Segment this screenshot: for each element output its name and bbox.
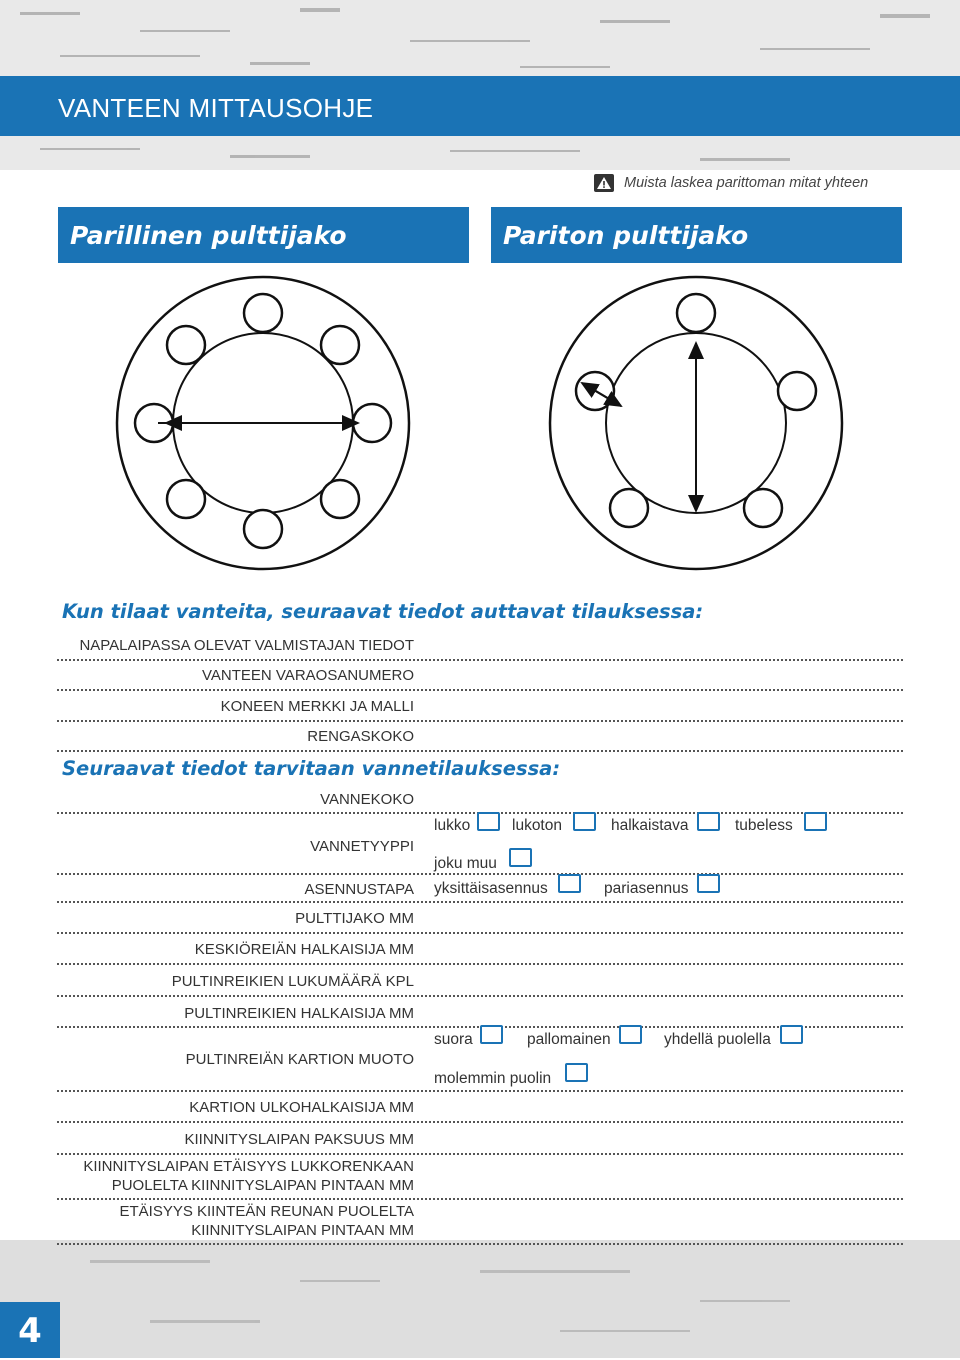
row-label-paksuus: KIINNITYSLAIPAN PAKSUUS MM: [184, 1131, 414, 1148]
row-label: RENGASKOKO: [307, 728, 414, 745]
row-label-etaisyys1-line2: PUOLELTA KIINNITYSLAIPAN PINTAAN MM: [111, 1177, 414, 1194]
row-label-lukumaara: PULTINREIKIEN LUKUMÄÄRÄ KPL: [171, 973, 414, 990]
option-yksittaisasennus: yksittäisasennus: [434, 880, 548, 897]
checkbox-joku-muu[interactable]: [509, 848, 532, 867]
fill-line[interactable]: [57, 1198, 903, 1200]
page-title: VANTEEN MITTAUSOHJE: [58, 93, 374, 123]
fill-line[interactable]: [57, 750, 903, 752]
row-label-asennustapa: ASENNUSTAPA: [304, 881, 414, 898]
checkbox-lukoton[interactable]: [573, 812, 596, 831]
option-pariasennus: pariasennus: [604, 880, 689, 897]
row-label-vannekoko: VANNEKOKO: [320, 791, 414, 808]
checkbox-molemmin-puolin[interactable]: [565, 1063, 588, 1082]
row-label: KONEEN MERKKI JA MALLI: [220, 698, 414, 715]
fill-line[interactable]: [57, 659, 903, 661]
fill-line[interactable]: [57, 901, 903, 903]
fill-line[interactable]: [57, 1243, 903, 1245]
option-lukoton: lukoton: [512, 817, 562, 834]
row-label-etaisyys2-line1: ETÄISYYS KIINTEÄN REUNAN PUOLELTA: [119, 1203, 414, 1220]
checkbox-pariasennus[interactable]: [697, 874, 720, 893]
option-lukko: lukko: [434, 817, 471, 834]
fill-line[interactable]: [57, 1153, 903, 1155]
row-label-pulttijako: PULTTIJAKO MM: [295, 910, 414, 927]
note: [594, 174, 868, 192]
warning-icon: [594, 174, 614, 192]
row-label-etaisyys2-line2: KIINNITYSLAIPAN PINTAAN MM: [191, 1222, 414, 1239]
row-label-vannetyyppi: VANNETYYPPI: [310, 838, 414, 855]
checkbox-yhdella-puolella[interactable]: [780, 1025, 803, 1044]
fill-line[interactable]: [57, 873, 903, 875]
option-joku-muu: joku muu: [434, 855, 497, 872]
row-label: NAPALAIPASSA OLEVAT VALMISTAJAN TIEDOT: [79, 637, 414, 654]
fill-line[interactable]: [57, 963, 903, 965]
row-label-ulkohalkaisija: KARTION ULKOHALKAISIJA MM: [189, 1099, 414, 1116]
page-number: 4: [0, 1302, 60, 1358]
even-bolt-panel: [58, 207, 469, 575]
checkbox-halkaistava[interactable]: [697, 812, 720, 831]
checkbox-pallomainen[interactable]: [619, 1025, 642, 1044]
checkbox-lukko[interactable]: [477, 812, 500, 831]
checkbox-yksittaisasennus[interactable]: [558, 874, 581, 893]
option-yhdella-puolella: yhdellä puolella: [664, 1031, 771, 1048]
checkbox-suora[interactable]: [480, 1025, 503, 1044]
row-label-keskioreian: KESKIÖREIÄN HALKAISIJA MM: [194, 941, 414, 958]
fill-line[interactable]: [57, 1121, 903, 1123]
option-halkaistava: halkaistava: [611, 817, 689, 834]
even-bolt-title: Parillinen pulttijako: [58, 207, 469, 263]
fill-line[interactable]: [57, 932, 903, 934]
row-label-halkaisija: PULTINREIKIEN HALKAISIJA MM: [184, 1005, 414, 1022]
section-1-title: Kun tilaat vanteita, seuraavat tiedot auttavat tilauksessa:: [62, 600, 704, 623]
option-molemmin-puolin: molemmin puolin: [434, 1070, 552, 1087]
row-label: VANTEEN VARAOSANUMERO: [202, 667, 414, 684]
checkbox-tubeless[interactable]: [804, 812, 827, 831]
option-suora: suora: [434, 1031, 473, 1048]
option-tubeless: tubeless: [735, 817, 793, 834]
odd-bolt-title: Pariton pulttijako: [491, 207, 902, 263]
option-pallomainen: pallomainen: [527, 1031, 611, 1048]
odd-bolt-diagram: [491, 263, 902, 575]
fill-line[interactable]: [57, 995, 903, 997]
fill-line[interactable]: [57, 1090, 903, 1092]
note-text: Muista laskea parittoman mitat yhteen: [624, 175, 869, 191]
fill-line[interactable]: [57, 720, 903, 722]
even-bolt-diagram: [58, 263, 469, 575]
row-label-kartio: PULTINREIÄN KARTION MUOTO: [185, 1051, 414, 1068]
odd-bolt-panel: [491, 207, 902, 575]
fill-line[interactable]: [57, 689, 903, 691]
section-2-title: Seuraavat tiedot tarvitaan vannetilauksessa:: [62, 757, 561, 780]
row-label-etaisyys1-line1: KIINNITYSLAIPAN ETÄISYYS LUKKORENKAAN: [83, 1158, 414, 1175]
